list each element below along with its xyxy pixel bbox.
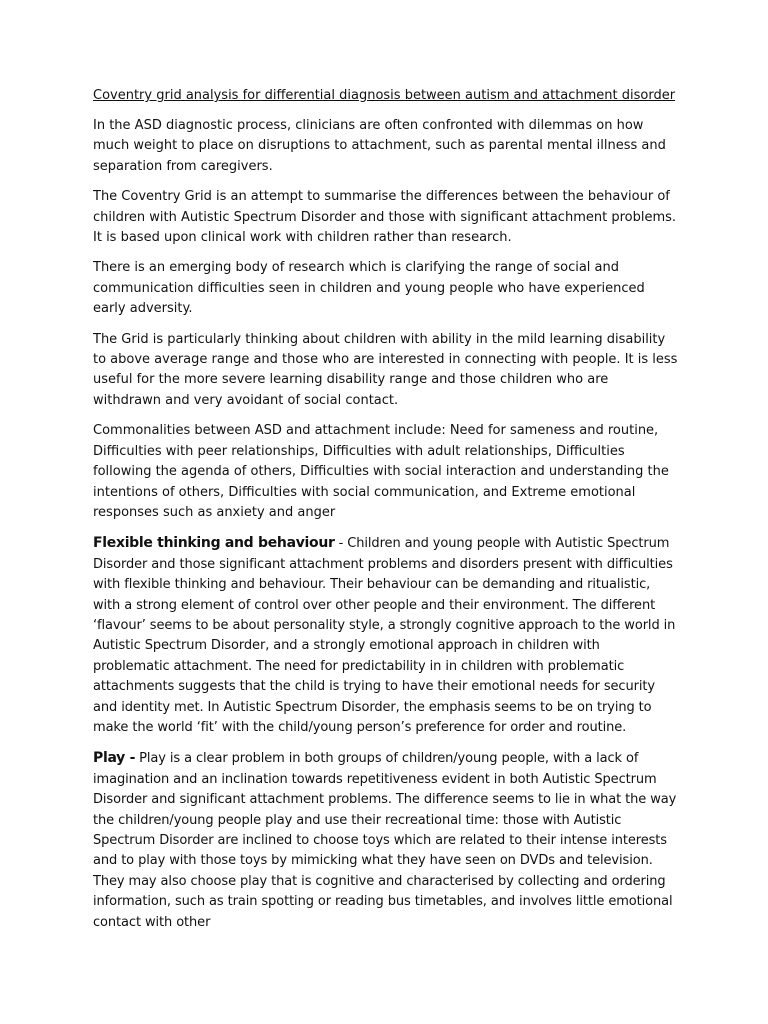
section-flexible-thinking xyxy=(93,533,678,738)
section-body-play: Play is a clear problem in both groups of children/young people, with a lack of imagination and an inclination towards repetitiveness evident in both Autistic Spectrum Disorder and significant attachment problems. The difference seems to lie in what the way the children/young people play and use their recreational time: those with Autistic Spectrum Disorder are inclined to choose toys which are related to their intense interests and to play with those toys by mimicking what they have seen on DVDs and television. They may also choose play that is cognitive and characterised by collecting and ordering information, such as train spotting or reading bus timetables, and involves little emotional contact with other xyxy=(93,751,677,930)
section-heading-flexible-thinking: Flexible thinking and behaviour xyxy=(93,535,335,552)
paragraph-coventry-grid-summary: The Coventry Grid is an attempt to summarise the differences between the behaviour of children with Autistic Spectrum Disorder and those with significant attachment problems. It is based upon clinical work with children rather than research. xyxy=(93,189,677,246)
paragraph-asd-diagnostic-process: In the ASD diagnostic process, clinicians are often confronted with dilemmas on how much weight to place on disruptions to attachment, such as parental mental illness and separation from caregivers. xyxy=(93,118,666,174)
section-heading-play: Play - xyxy=(93,750,136,767)
document-page xyxy=(93,86,678,943)
paragraph-emerging-research: There is an emerging body of research which is clarifying the range of social and communication difficulties seen in children and young people who have experienced early adversity. xyxy=(93,260,645,317)
document-title: Coventry grid analysis for differential diagnosis between autism and attachment disorder xyxy=(93,88,676,103)
section-separator: - xyxy=(334,536,348,552)
paragraph-commonalities: Commonalities between ASD and attachment include: Need for sameness and routine, Difficulties with peer relationships, Difficulties with adult relationships, Difficulties following the agenda of others, Difficulties with social interaction and understanding the intentions of others, Difficulties with social communication, and Extreme emotional responses such as anxiety and anger xyxy=(93,423,669,520)
section-body-flexible-thinking: Children and young people with Autistic Spectrum Disorder and those significant attachment problems and disorders present with difficulties with flexible thinking and behaviour. Their behaviour can be demanding and ritualistic, with a strong element of control over other people and their environment. The different ‘flavour’ seems to be about personality style, a strongly cognitive approach to the world in Autistic Spectrum Disorder, and a strongly emotional approach in children with problematic attachment. The need for predictability in in children with problematic attachments suggests that the child is trying to have their emotional needs for security and identity met. In Autistic Spectrum Disorder, the emphasis seems to be on trying to make the world ‘fit’ with the child/young person’s preference for order and routine. xyxy=(93,536,676,735)
section-play xyxy=(93,748,678,933)
paragraph-grid-scope: The Grid is particularly thinking about children with ability in the mild learning disability to above average range and those who are interested in connecting with people. It is less useful for the more severe learning disability range and those children who are withdrawn and very avoidant of social contact. xyxy=(93,331,678,408)
